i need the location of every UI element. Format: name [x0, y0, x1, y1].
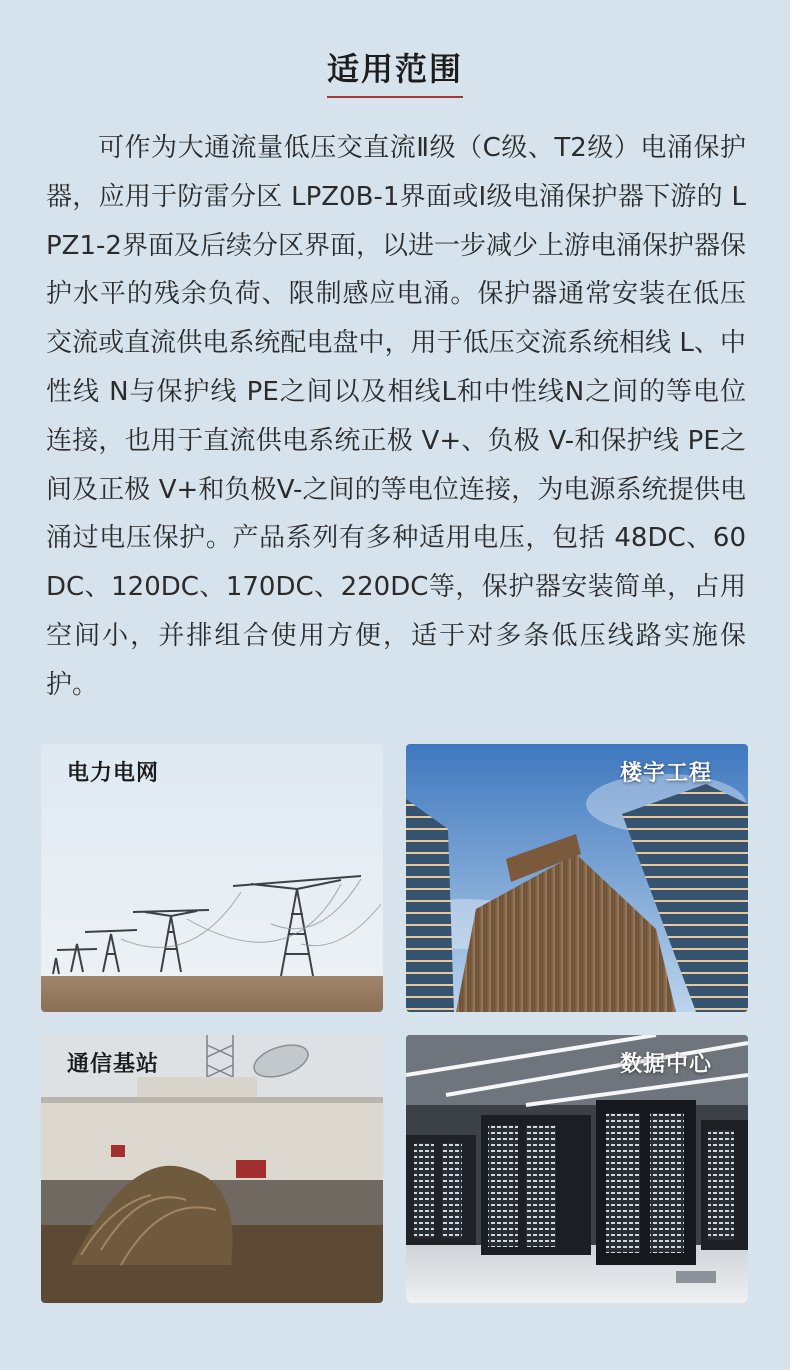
section-header	[0, 44, 790, 98]
base-station-label: 通信基站	[67, 1052, 160, 1077]
power-grid-label: 电力电网	[67, 761, 160, 786]
application-card-building	[406, 744, 748, 1012]
description-paragraph: 可作为大通流量低压交直流Ⅱ级（C级、T2级）电涌保护器，应用于防雷分区 LPZ0B-1界面或Ⅰ级电涌保护器下游的 LPZ1-2界面及后续分区界面，以进一步减少上游电涌保护器保护水平的残余负荷、限制感应电涌。保护器通常安装在低压交流或直流供电系统配电盘中，用于低压交流系统相线 L、中性线 N与保护线 PE之间以及相线L和中性线N之间的等电位连接，也用于直流供电系统正极 V+、负极 V-和保护线 PE之间及正极 V+和负极V-之间的等电位连接，为电源系统提供电涌过电压保护。产品系列有多种适用电压，包括 48DC、60DC、120DC、170DC、220DC等，保护器安装简单，占用空间小，并排组合使用方便，适于对多条低压线路实施保护。	[46, 133, 746, 700]
application-card-data-center	[406, 1035, 748, 1303]
data-center-label: 数据中心	[619, 1052, 712, 1077]
building-label: 楼宇工程	[619, 761, 712, 786]
section-title: 适用范围	[327, 44, 463, 98]
application-card-power-grid	[41, 744, 383, 1012]
application-card-base-station	[41, 1035, 383, 1303]
